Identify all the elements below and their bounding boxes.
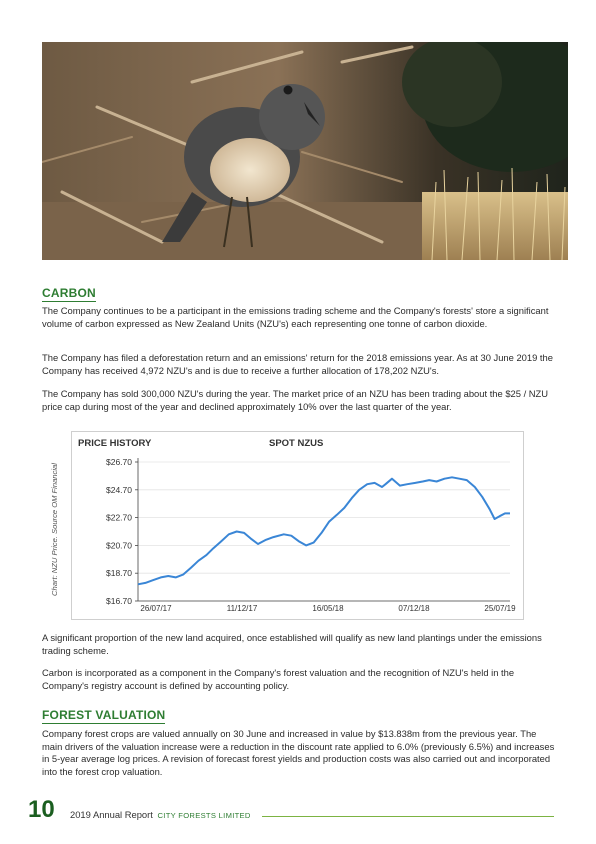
footer-report-label: 2019 Annual Report [70, 809, 153, 820]
x-tick-label: 07/12/18 [398, 604, 430, 613]
y-tick-label: $26.70 [106, 457, 132, 467]
footer-company: CITY FORESTS LIMITED [157, 811, 251, 820]
page-number: 10 [28, 796, 55, 823]
chart-title: PRICE HISTORY [78, 438, 152, 449]
x-tick-label: 25/07/19 [484, 604, 516, 613]
carbon-paragraph-5: Carbon is incorporated as a component in the Company's forest valuation and the recognition of NZU's held in the Company's registry account is defined by accounting policy. [42, 667, 515, 691]
y-tick-label: $16.70 [106, 596, 132, 606]
price-history-chart [71, 431, 524, 620]
y-tick-label: $18.70 [106, 568, 132, 579]
chart-subtitle: SPOT NZUS [269, 438, 324, 449]
carbon-paragraph-3: The Company has sold 300,000 NZU's during the year. The market price of an NZU has been trading about the $25 / NZU price cap during most of the year and declined approximately 10% over the last quarter of the year. [42, 388, 549, 412]
carbon-heading: CARBON [42, 286, 96, 300]
y-tick-label: $24.70 [106, 484, 132, 495]
x-tick-label: 11/12/17 [226, 604, 258, 613]
x-tick-label: 16/05/18 [312, 604, 344, 613]
x-tick-label: 26/07/17 [140, 604, 172, 613]
footer-report [70, 809, 251, 820]
chart-caption: Chart: NZU Price. Source OM Financial [50, 463, 59, 596]
carbon-paragraph-4: A significant proportion of the new land acquired, once established will qualify as new land plantings under the emissions trading scheme. [42, 632, 542, 656]
header-photo [42, 42, 568, 260]
forest-valuation-heading: FOREST VALUATION [42, 708, 166, 722]
carbon-paragraph-1: The Company continues to be a participant in the emissions trading scheme and the Company's forests' store a significant volume of carbon expressed as New Zealand Units (NZU's) each representing one tonne of carbon dioxide. [42, 305, 549, 329]
carbon-paragraph-2: The Company has filed a deforestation return and an emissions' return for the 2018 emissions year. As at 30 June 2019 the Company has received 4,972 NZU's and is due to receive a further allocation of 178,202 NZU's. [42, 352, 553, 376]
y-tick-label: $22.70 [106, 512, 132, 523]
forest-valuation-paragraph: Company forest crops are valued annually on 30 June and increased in value by $13.838m from the previous year. The main drivers of the valuation increase were a reduction in the discount rate applied to 6.0% (previously 6.5%) and increases in 5-year average log prices. A revision of forecast forest yields and production costs was also carried out and incorporated into the forest crop valuation. [42, 728, 555, 777]
footer-rule [262, 816, 554, 817]
price-series-line [138, 477, 510, 584]
y-tick-label: $20.70 [106, 540, 132, 551]
